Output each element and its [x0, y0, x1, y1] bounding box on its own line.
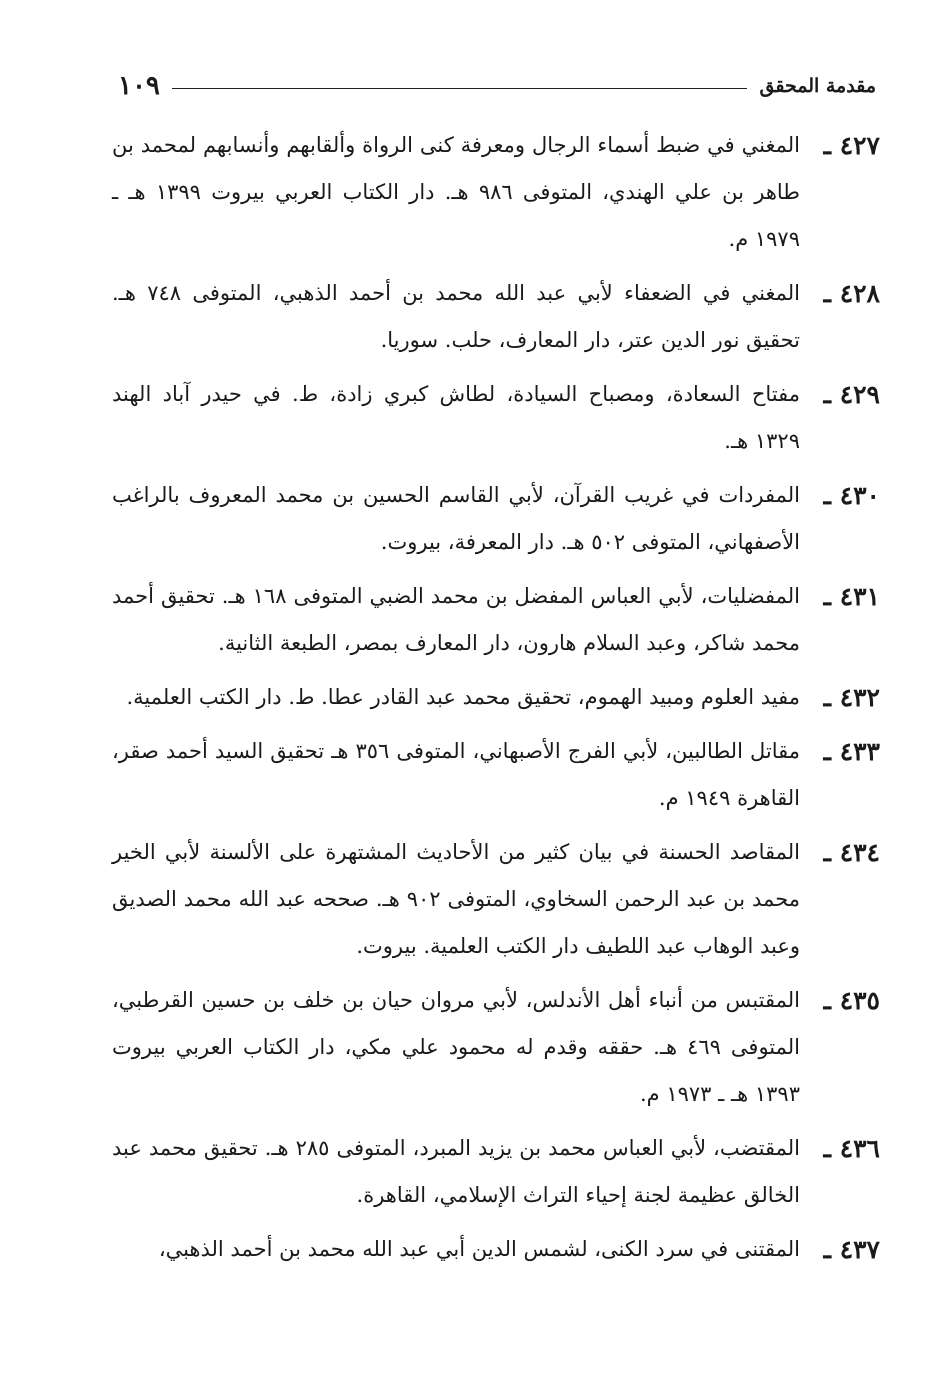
page-number: ١٠٩: [118, 71, 160, 101]
entry-text: المقتضب، لأبي العباس محمد بن يزيد المبرد، المتوفى ٢٨٥ هـ. تحقيق محمد عبد الخالق عظيمة لجنة إحياء التراث الإسلامي، القاهرة.: [112, 1136, 801, 1207]
bibliography-entry-434: [112, 829, 880, 970]
entry-number: ٤٣٦ ـ: [823, 1134, 880, 1163]
bibliography-entry-433: [112, 728, 880, 822]
bibliography-entry-431: [112, 573, 880, 667]
entry-text: المغني في الضعفاء لأبي عبد الله محمد بن أحمد الذهبي، المتوفى ٧٤٨ هـ. تحقيق نور الدين عتر، دار المعارف، حلب. سوريا.: [112, 281, 800, 352]
page-header: [118, 66, 876, 106]
entry-text: مقاتل الطالبين، لأبي الفرج الأصبهاني، المتوفى ٣٥٦ هـ تحقيق السيد أحمد صقر، القاهرة ١٩٤٩ م.: [112, 739, 800, 810]
bibliography-entry-436: [112, 1125, 880, 1219]
bibliography-entry-429: [112, 371, 880, 465]
bibliography-entry-435: [112, 977, 880, 1118]
entry-number: ٤٣٠ ـ: [823, 481, 880, 510]
entry-text: مفيد العلوم ومبيد الهموم، تحقيق محمد عبد القادر عطا. ط. دار الكتب العلمية.: [126, 685, 800, 709]
bibliography-entry-430: [112, 472, 880, 566]
entry-text: المفضليات، لأبي العباس المفضل بن محمد الضبي المتوفى ١٦٨ هـ. تحقيق أحمد محمد شاكر، وعبد السلام هارون، دار المعارف بمصر، الطبعة الثانية.: [112, 584, 801, 655]
bibliography-entry-432: [112, 674, 880, 721]
entry-number: ٤٣٢ ـ: [823, 683, 880, 712]
bibliography-entry-428: [112, 270, 880, 364]
entry-number: ٤٣٣ ـ: [823, 737, 880, 766]
entry-text: المقاصد الحسنة في بيان كثير من الأحاديث المشتهرة على الألسنة لأبي الخير محمد بن عبد الرحمن السخاوي، المتوفى ٩٠٢ هـ. صححه عبد الله محمد الصديق وعبد الوهاب عبد اللطيف دار الكتب العلمية. بيروت.: [112, 840, 800, 958]
entry-text: المفردات في غريب القرآن، لأبي القاسم الحسين بن محمد المعروف بالراغب الأصفهاني، المتوفى ٥٠٢ هـ. دار المعرفة، بيروت.: [112, 483, 800, 554]
entry-text: المغني في ضبط أسماء الرجال ومعرفة كنى الرواة وألقابهم وأنسابهم لمحمد بن طاهر بن علي الهندي، المتوفى ٩٨٦ هـ. دار الكتاب العربي بيروت ١٣٩٩ هـ ـ ١٩٧٩ م.: [112, 133, 801, 251]
bibliography-entry-427: [112, 122, 880, 263]
entry-number: ٤٢٩ ـ: [823, 380, 880, 409]
entry-number: ٤٢٧ ـ: [823, 131, 880, 160]
header-rule: [172, 88, 748, 89]
bibliography-entry-437: [112, 1226, 880, 1273]
entry-number: ٤٣١ ـ: [823, 582, 880, 611]
entry-number: ٤٣٤ ـ: [823, 838, 880, 867]
entry-number: ٤٢٨ ـ: [823, 279, 880, 308]
entry-text: مفتاح السعادة، ومصباح السيادة، لطاش كبري زادة، ط. في حيدر آباد الهند ١٣٢٩ هـ.: [112, 382, 800, 453]
entry-number: ٤٣٥ ـ: [823, 986, 880, 1015]
entry-number: ٤٣٧ ـ: [823, 1235, 880, 1264]
entry-text: المقتبس من أنباء أهل الأندلس، لأبي مروان حيان بن خلف بن حسين القرطبي، المتوفى ٤٦٩ هـ. حققه وقدم له محمود علي مكي، دار الكتاب العربي بيروت ١٣٩٣ هـ ـ ١٩٧٣ م.: [112, 988, 800, 1106]
running-head-title: مقدمة المحقق: [759, 75, 876, 97]
entry-text: المقتنى في سرد الكنى، لشمس الدين أبي عبد الله محمد بن أحمد الذهبي،: [158, 1237, 800, 1261]
bibliography-list: [112, 122, 880, 1280]
